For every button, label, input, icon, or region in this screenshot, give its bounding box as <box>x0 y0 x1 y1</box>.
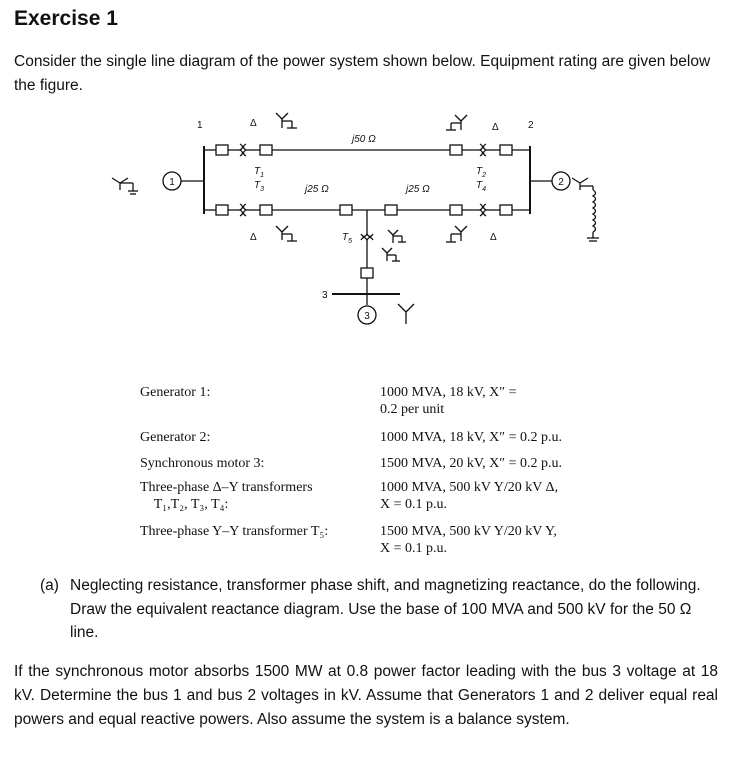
gen2-wye-grounding-reactor-icon <box>572 178 599 241</box>
t3-wye-ground-icon <box>276 226 297 241</box>
question-a <box>40 574 715 645</box>
gen1-wye-ground-icon <box>112 178 138 194</box>
rating-label: Three-phase Δ–Y transformers T₁,T₂, T₃, T₄: <box>140 480 313 512</box>
t1-wye-ground-icon <box>276 113 297 128</box>
rating-value: 1000 MVA, 18 kV, X″ = 0.2 per unit <box>380 385 517 417</box>
t4-wye-ground-icon <box>446 226 467 242</box>
rating-value: 1500 MVA, 20 kV, X″ = 0.2 p.u. <box>380 456 563 471</box>
t2-label: $T_2$ <box>476 166 487 179</box>
question-label: (a) <box>40 577 59 594</box>
t2-wye-ground-icon <box>446 115 467 130</box>
rating-label: Generator 1: <box>140 385 211 400</box>
rating-value: 1000 MVA, 500 kV Y/20 kV Δ, X = 0.1 p.u. <box>380 480 559 512</box>
bus3-label: 3 <box>322 290 328 301</box>
t3-label: $T_3$ <box>254 180 265 193</box>
problem-paragraph: If the synchronous motor absorbs 1500 MW at 0.8 power factor leading with the bus 3 voltage at 18 kV. Determine the bus 1 and bus 2 voltages in kV. Assume that Generators 1 and 2 deliver equal real powers and equal reactive powers. Also assume the system is a balance system. <box>14 663 718 728</box>
rating-label: Synchronous motor 3: <box>140 456 265 471</box>
t1-delta-label: Δ <box>250 118 257 129</box>
exercise-title: Exercise 1 <box>14 7 118 30</box>
intro-text: Consider the single line diagram of the power system shown below. Equipment rating are given below the figure. <box>14 53 711 94</box>
motor3-wye-icon <box>398 304 414 324</box>
t5-wye-ground-icon <box>382 230 406 261</box>
single-line-diagram <box>100 108 640 338</box>
rating-value: 1000 MVA, 18 kV, X″ = 0.2 p.u. <box>380 430 563 445</box>
rating-label: Generator 2: <box>140 430 211 445</box>
rating-value: 1500 MVA, 500 kV Y/20 kV Y, X = 0.1 p.u. <box>380 524 557 556</box>
line-left-label: j25 Ω <box>305 184 329 195</box>
t3-delta-label: Δ <box>250 232 257 243</box>
gen2-label: 2 <box>558 177 564 188</box>
t1-label: $T_1$ <box>254 166 265 179</box>
bus1-label: 1 <box>197 120 203 131</box>
gen1-label: 1 <box>169 177 175 188</box>
t4-delta-label: Δ <box>490 232 497 243</box>
t5-label: $T_5$ <box>342 232 353 245</box>
line-top-label: j50 Ω <box>352 134 376 145</box>
bus2-label: 2 <box>528 120 534 131</box>
t4-label: $T_4$ <box>476 180 487 193</box>
question-text: Neglecting resistance, transformer phase shift, and magnetizing reactance, do the following. Draw the equivalent reactance diagram. Use the base of 100 MVA and 500 kV for the 50 Ω line. <box>70 577 701 641</box>
rating-label: Three-phase Y–Y transformer T₅: <box>140 524 329 539</box>
motor3-label: 3 <box>364 311 370 322</box>
line-right-label: j25 Ω <box>406 184 430 195</box>
t2-delta-label: Δ <box>492 122 499 133</box>
